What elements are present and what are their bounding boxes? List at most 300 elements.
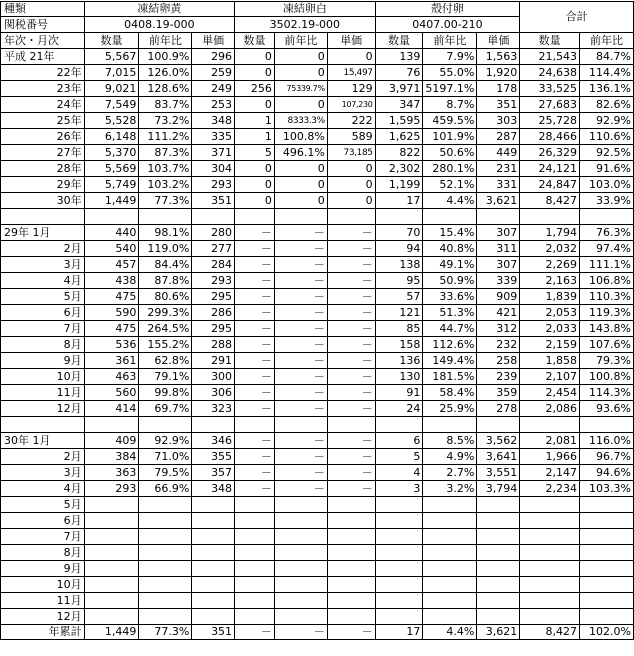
cell-shell-yoy: 33.6% <box>423 289 477 305</box>
cell-yolk-price <box>192 609 235 625</box>
cell-total-yoy: 103.0% <box>580 177 634 193</box>
cell-yolk-price: 277 <box>192 241 235 257</box>
cell-total-qty: 8,427 <box>520 625 580 640</box>
monthly-row-2017 <box>1 289 634 305</box>
monthly-row-2017 <box>1 369 634 385</box>
cell-yolk-yoy: 264.5% <box>139 321 192 337</box>
annual-row <box>1 161 634 177</box>
column-header-yoy: 前年比 <box>139 33 192 49</box>
cell-total-yoy: 93.6% <box>580 401 634 417</box>
empty-cell <box>274 417 327 433</box>
cell-yolk-price: 306 <box>192 385 235 401</box>
cell-white-yoy: － <box>274 273 327 289</box>
cell-white-qty: － <box>235 321 275 337</box>
cell-white-price: － <box>327 369 375 385</box>
cell-white-yoy: 0 <box>274 193 327 209</box>
cell-white-price: 0 <box>327 193 375 209</box>
empty-cell <box>274 209 327 225</box>
cell-shell-price <box>477 561 520 577</box>
cell-white-price <box>327 529 375 545</box>
cell-total-yoy: 111.1% <box>580 257 634 273</box>
cell-total-qty <box>520 513 580 529</box>
annual-row <box>1 113 634 129</box>
cell-white-price: － <box>327 305 375 321</box>
cell-total-yoy: 79.3% <box>580 353 634 369</box>
cell-yolk-yoy: 103.7% <box>139 161 192 177</box>
cell-shell-yoy: 4.9% <box>423 449 477 465</box>
cell-yolk-price: 286 <box>192 305 235 321</box>
period-cell: 12月 <box>1 609 85 625</box>
cell-shell-yoy <box>423 497 477 513</box>
monthly-row-2017 <box>1 225 634 241</box>
column-header-price: 単価 <box>192 33 235 49</box>
cell-white-yoy: 75339.7% <box>274 81 327 97</box>
empty-cell <box>235 209 275 225</box>
annual-row <box>1 49 634 65</box>
cell-white-yoy: － <box>274 305 327 321</box>
empty-cell <box>327 417 375 433</box>
monthly-row-2018 <box>1 561 634 577</box>
cell-total-yoy: 33.9% <box>580 193 634 209</box>
cell-white-qty <box>235 513 275 529</box>
cell-white-price: － <box>327 241 375 257</box>
cell-white-price <box>327 609 375 625</box>
cell-shell-price <box>477 497 520 513</box>
cell-shell-price <box>477 593 520 609</box>
cell-white-yoy <box>274 609 327 625</box>
cell-yolk-yoy: 83.7% <box>139 97 192 113</box>
cell-yolk-qty <box>84 529 139 545</box>
empty-cell <box>520 417 580 433</box>
period-cell: 30年 <box>1 193 85 209</box>
cell-total-qty: 2,053 <box>520 305 580 321</box>
cell-shell-price: 178 <box>477 81 520 97</box>
cell-white-price: 222 <box>327 113 375 129</box>
cell-total-qty: 27,683 <box>520 97 580 113</box>
cell-yolk-qty: 414 <box>84 401 139 417</box>
cell-total-qty: 24,847 <box>520 177 580 193</box>
cell-shell-yoy: 7.9% <box>423 49 477 65</box>
monthly-row-2017 <box>1 273 634 289</box>
cell-white-qty: 1 <box>235 129 275 145</box>
cell-yolk-qty <box>84 561 139 577</box>
cell-shell-yoy: 280.1% <box>423 161 477 177</box>
cell-shell-qty: 158 <box>375 337 423 353</box>
cell-total-qty: 1,858 <box>520 353 580 369</box>
cell-shell-price: 909 <box>477 289 520 305</box>
cell-yolk-qty: 7,015 <box>84 65 139 81</box>
cell-white-price: － <box>327 289 375 305</box>
cell-white-yoy: 0 <box>274 177 327 193</box>
cell-white-yoy: 8333.3% <box>274 113 327 129</box>
monthly-row-2018 <box>1 577 634 593</box>
monthly-row-2017 <box>1 353 634 369</box>
cell-total-yoy <box>580 513 634 529</box>
cell-white-price <box>327 513 375 529</box>
cell-yolk-price: 351 <box>192 193 235 209</box>
monthly-row-2018 <box>1 497 634 513</box>
cell-yolk-price: 346 <box>192 433 235 449</box>
cell-shell-yoy: 4.4% <box>423 625 477 640</box>
cell-total-qty <box>520 561 580 577</box>
period-cell: 2月 <box>1 449 85 465</box>
cell-shell-qty: 1,199 <box>375 177 423 193</box>
cell-total-qty <box>520 529 580 545</box>
period-cell: 6月 <box>1 305 85 321</box>
period-cell: 26年 <box>1 129 85 145</box>
cell-yolk-yoy: 84.4% <box>139 257 192 273</box>
cell-yolk-qty: 1,449 <box>84 625 139 640</box>
cell-yolk-yoy: 92.9% <box>139 433 192 449</box>
cell-shell-yoy <box>423 609 477 625</box>
cell-shell-qty: 138 <box>375 257 423 273</box>
cell-total-qty <box>520 609 580 625</box>
cell-total-qty <box>520 497 580 513</box>
cell-shell-yoy: 51.3% <box>423 305 477 321</box>
cell-shell-price: 449 <box>477 145 520 161</box>
cell-white-yoy: － <box>274 337 327 353</box>
cell-white-qty: － <box>235 337 275 353</box>
period-cell: 11月 <box>1 385 85 401</box>
cell-total-qty: 21,543 <box>520 49 580 65</box>
cell-total-yoy: 92.5% <box>580 145 634 161</box>
cell-total-qty: 28,466 <box>520 129 580 145</box>
cell-shell-price: 231 <box>477 161 520 177</box>
cell-yolk-price <box>192 513 235 529</box>
cell-white-qty: 0 <box>235 177 275 193</box>
empty-cell <box>1 417 85 433</box>
cell-yolk-price: 335 <box>192 129 235 145</box>
cell-white-qty: － <box>235 385 275 401</box>
cell-total-qty: 24,638 <box>520 65 580 81</box>
cell-yolk-yoy: 119.0% <box>139 241 192 257</box>
cell-white-yoy: 496.1% <box>274 145 327 161</box>
cell-yolk-yoy <box>139 609 192 625</box>
cell-white-qty: － <box>235 449 275 465</box>
cell-shell-price: 3,641 <box>477 449 520 465</box>
cell-yolk-qty: 5,528 <box>84 113 139 129</box>
cell-white-qty: － <box>235 241 275 257</box>
cell-yolk-qty: 9,021 <box>84 81 139 97</box>
cell-yolk-qty: 475 <box>84 321 139 337</box>
monthly-row-2018 <box>1 449 634 465</box>
cell-yolk-yoy: 98.1% <box>139 225 192 241</box>
cell-yolk-qty <box>84 577 139 593</box>
cell-white-qty: － <box>235 369 275 385</box>
monthly-row-2017 <box>1 337 634 353</box>
empty-cell <box>375 209 423 225</box>
cell-white-yoy <box>274 529 327 545</box>
empty-cell <box>375 417 423 433</box>
cell-shell-yoy: 52.1% <box>423 177 477 193</box>
cell-yolk-price: 293 <box>192 177 235 193</box>
period-cell: 29年 1月 <box>1 225 85 241</box>
cell-yolk-yoy: 79.1% <box>139 369 192 385</box>
period-cell: 3月 <box>1 257 85 273</box>
cell-yolk-price <box>192 577 235 593</box>
cell-yolk-qty: 5,370 <box>84 145 139 161</box>
column-header-yoy: 前年比 <box>423 33 477 49</box>
cell-total-qty: 33,525 <box>520 81 580 97</box>
egg-import-table <box>0 1 634 640</box>
cell-yolk-price: 348 <box>192 113 235 129</box>
cell-white-price: － <box>327 225 375 241</box>
cell-shell-price <box>477 609 520 625</box>
empty-cell <box>84 209 139 225</box>
cell-yolk-yoy <box>139 593 192 609</box>
cell-shell-price: 351 <box>477 97 520 113</box>
column-header-price: 単価 <box>477 33 520 49</box>
empty-cell <box>84 417 139 433</box>
cell-yolk-price: 357 <box>192 465 235 481</box>
cell-white-price <box>327 577 375 593</box>
group-name-shell-egg: 殻付卵 <box>375 2 520 17</box>
cell-shell-price <box>477 545 520 561</box>
cell-yolk-qty <box>84 593 139 609</box>
cell-white-yoy: 0 <box>274 97 327 113</box>
cell-white-qty: － <box>235 481 275 497</box>
cell-white-qty: － <box>235 305 275 321</box>
period-cell: 27年 <box>1 145 85 161</box>
cell-shell-yoy: 3.2% <box>423 481 477 497</box>
cell-yolk-price: 371 <box>192 145 235 161</box>
period-cell: 29年 <box>1 177 85 193</box>
column-header-qty: 数量 <box>375 33 423 49</box>
empty-cell <box>1 209 85 225</box>
cell-total-qty: 2,086 <box>520 401 580 417</box>
spacer-row <box>1 417 634 433</box>
annual-row <box>1 145 634 161</box>
cell-shell-price: 232 <box>477 337 520 353</box>
cell-yolk-price: 296 <box>192 49 235 65</box>
period-cell: 4月 <box>1 481 85 497</box>
cell-shell-qty: 1,625 <box>375 129 423 145</box>
cell-yolk-price: 259 <box>192 65 235 81</box>
cell-yolk-qty: 7,549 <box>84 97 139 113</box>
monthly-row-2018 <box>1 465 634 481</box>
cell-shell-yoy: 40.8% <box>423 241 477 257</box>
cell-total-yoy: 76.3% <box>580 225 634 241</box>
cell-yolk-price: 348 <box>192 481 235 497</box>
cell-yolk-price: 291 <box>192 353 235 369</box>
cell-total-qty: 2,081 <box>520 433 580 449</box>
cell-total-qty <box>520 593 580 609</box>
cell-total-yoy: 92.9% <box>580 113 634 129</box>
cell-shell-qty: 3,971 <box>375 81 423 97</box>
cell-yolk-qty <box>84 497 139 513</box>
cell-white-qty: 256 <box>235 81 275 97</box>
empty-cell <box>477 417 520 433</box>
cell-white-qty <box>235 561 275 577</box>
cell-shell-yoy: 2.7% <box>423 465 477 481</box>
cell-shell-yoy: 8.7% <box>423 97 477 113</box>
period-cell: 4月 <box>1 273 85 289</box>
spacer-row <box>1 209 634 225</box>
cell-shell-yoy: 15.4% <box>423 225 477 241</box>
cell-shell-yoy: 55.0% <box>423 65 477 81</box>
period-cell: 3月 <box>1 465 85 481</box>
hs-code-frozen-yolk: 0408.19-000 <box>84 17 234 33</box>
cell-white-yoy <box>274 593 327 609</box>
period-cell: 28年 <box>1 161 85 177</box>
cell-yolk-qty: 1,449 <box>84 193 139 209</box>
cell-white-price: － <box>327 273 375 289</box>
cell-yolk-yoy <box>139 545 192 561</box>
cell-yolk-price <box>192 561 235 577</box>
cell-shell-qty: 130 <box>375 369 423 385</box>
annual-row <box>1 81 634 97</box>
cell-yolk-price: 249 <box>192 81 235 97</box>
cell-shell-qty: 2,302 <box>375 161 423 177</box>
cell-white-price: 0 <box>327 49 375 65</box>
annual-row <box>1 193 634 209</box>
column-header-price: 単価 <box>327 33 375 49</box>
empty-cell <box>235 417 275 433</box>
cell-white-qty: － <box>235 225 275 241</box>
cell-yolk-yoy: 69.7% <box>139 401 192 417</box>
cell-yolk-yoy: 77.3% <box>139 193 192 209</box>
cell-yolk-yoy: 103.2% <box>139 177 192 193</box>
cell-shell-qty <box>375 561 423 577</box>
cell-shell-qty <box>375 497 423 513</box>
cell-shell-yoy: 101.9% <box>423 129 477 145</box>
cell-white-price: － <box>327 337 375 353</box>
cell-white-qty <box>235 577 275 593</box>
cell-yolk-yoy: 111.2% <box>139 129 192 145</box>
cell-white-yoy: 0 <box>274 49 327 65</box>
cell-total-qty: 2,147 <box>520 465 580 481</box>
cell-yolk-yoy: 62.8% <box>139 353 192 369</box>
cell-white-yoy: － <box>274 385 327 401</box>
cell-shell-qty: 5 <box>375 449 423 465</box>
cell-yolk-yoy: 66.9% <box>139 481 192 497</box>
cell-white-price: － <box>327 321 375 337</box>
cell-white-price: 589 <box>327 129 375 145</box>
period-cell: 9月 <box>1 353 85 369</box>
cell-yolk-qty: 463 <box>84 369 139 385</box>
cell-yolk-qty: 409 <box>84 433 139 449</box>
cell-total-yoy: 110.3% <box>580 289 634 305</box>
cell-white-qty: 5 <box>235 145 275 161</box>
monthly-row-2017 <box>1 257 634 273</box>
cell-shell-yoy: 149.4% <box>423 353 477 369</box>
cell-yolk-yoy <box>139 561 192 577</box>
monthly-row-2017 <box>1 241 634 257</box>
cell-yolk-qty: 590 <box>84 305 139 321</box>
cell-white-price: 129 <box>327 81 375 97</box>
cell-shell-yoy <box>423 577 477 593</box>
group-name-frozen-yolk: 凍結卵黄 <box>84 2 234 17</box>
cell-yolk-qty: 6,148 <box>84 129 139 145</box>
cell-total-yoy: 107.6% <box>580 337 634 353</box>
cell-shell-price: 3,562 <box>477 433 520 449</box>
cell-white-qty <box>235 609 275 625</box>
cell-yolk-yoy <box>139 513 192 529</box>
cell-white-price <box>327 497 375 513</box>
period-cell: 10月 <box>1 577 85 593</box>
group-name-total: 合計 <box>520 2 634 33</box>
monthly-row-2018 <box>1 481 634 497</box>
cell-yolk-price: 284 <box>192 257 235 273</box>
cell-yolk-qty: 384 <box>84 449 139 465</box>
cell-white-yoy: － <box>274 289 327 305</box>
cell-total-yoy: 94.6% <box>580 465 634 481</box>
cell-yolk-price <box>192 529 235 545</box>
cell-white-yoy: － <box>274 481 327 497</box>
cell-total-qty: 2,454 <box>520 385 580 401</box>
column-header-qty: 数量 <box>520 33 580 49</box>
cell-total-yoy: 100.8% <box>580 369 634 385</box>
cell-shell-price <box>477 577 520 593</box>
cell-white-yoy: － <box>274 625 327 640</box>
kind-label: 種類 <box>1 2 85 17</box>
cell-yolk-price <box>192 497 235 513</box>
empty-cell <box>327 209 375 225</box>
cell-shell-price <box>477 529 520 545</box>
cell-shell-qty: 94 <box>375 241 423 257</box>
cell-yolk-qty: 5,569 <box>84 161 139 177</box>
cell-total-qty: 24,121 <box>520 161 580 177</box>
cell-yolk-yoy: 299.3% <box>139 305 192 321</box>
annual-row <box>1 97 634 113</box>
cell-shell-price: 1,563 <box>477 49 520 65</box>
cell-total-qty: 2,163 <box>520 273 580 289</box>
cell-white-price: － <box>327 625 375 640</box>
column-header-qty: 数量 <box>235 33 275 49</box>
period-cell: 30年 1月 <box>1 433 85 449</box>
cell-white-price: － <box>327 385 375 401</box>
cell-white-qty: 0 <box>235 49 275 65</box>
cell-yolk-yoy: 87.3% <box>139 145 192 161</box>
cell-yolk-qty: 540 <box>84 241 139 257</box>
cell-yolk-qty: 363 <box>84 465 139 481</box>
cell-shell-yoy: 181.5% <box>423 369 477 385</box>
cell-yolk-qty: 457 <box>84 257 139 273</box>
cell-total-qty: 2,107 <box>520 369 580 385</box>
cell-yolk-price: 295 <box>192 289 235 305</box>
cell-yolk-price: 293 <box>192 273 235 289</box>
cell-white-yoy: － <box>274 225 327 241</box>
cell-yolk-price: 300 <box>192 369 235 385</box>
monthly-row-2017 <box>1 385 634 401</box>
cell-white-price: － <box>327 465 375 481</box>
cell-total-yoy: 91.6% <box>580 161 634 177</box>
cell-shell-yoy: 112.6% <box>423 337 477 353</box>
cell-shell-qty <box>375 529 423 545</box>
cell-shell-qty: 85 <box>375 321 423 337</box>
cell-yolk-price: 323 <box>192 401 235 417</box>
header-row-columns <box>1 33 634 49</box>
cell-yolk-yoy <box>139 577 192 593</box>
cell-shell-qty <box>375 545 423 561</box>
cell-yolk-qty: 5,749 <box>84 177 139 193</box>
period-cell: 7月 <box>1 529 85 545</box>
column-header-yoy: 前年比 <box>274 33 327 49</box>
cell-shell-qty: 4 <box>375 465 423 481</box>
period-cell: 12月 <box>1 401 85 417</box>
cell-yolk-yoy: 99.8% <box>139 385 192 401</box>
cell-shell-yoy: 50.9% <box>423 273 477 289</box>
cell-shell-price: 278 <box>477 401 520 417</box>
cell-total-yoy: 143.8% <box>580 321 634 337</box>
period-cell: 10月 <box>1 369 85 385</box>
cell-yolk-qty: 440 <box>84 225 139 241</box>
cell-total-qty: 1,794 <box>520 225 580 241</box>
cell-white-yoy: － <box>274 353 327 369</box>
monthly-row-2018 <box>1 593 634 609</box>
period-cell: 2月 <box>1 241 85 257</box>
empty-cell <box>139 417 192 433</box>
